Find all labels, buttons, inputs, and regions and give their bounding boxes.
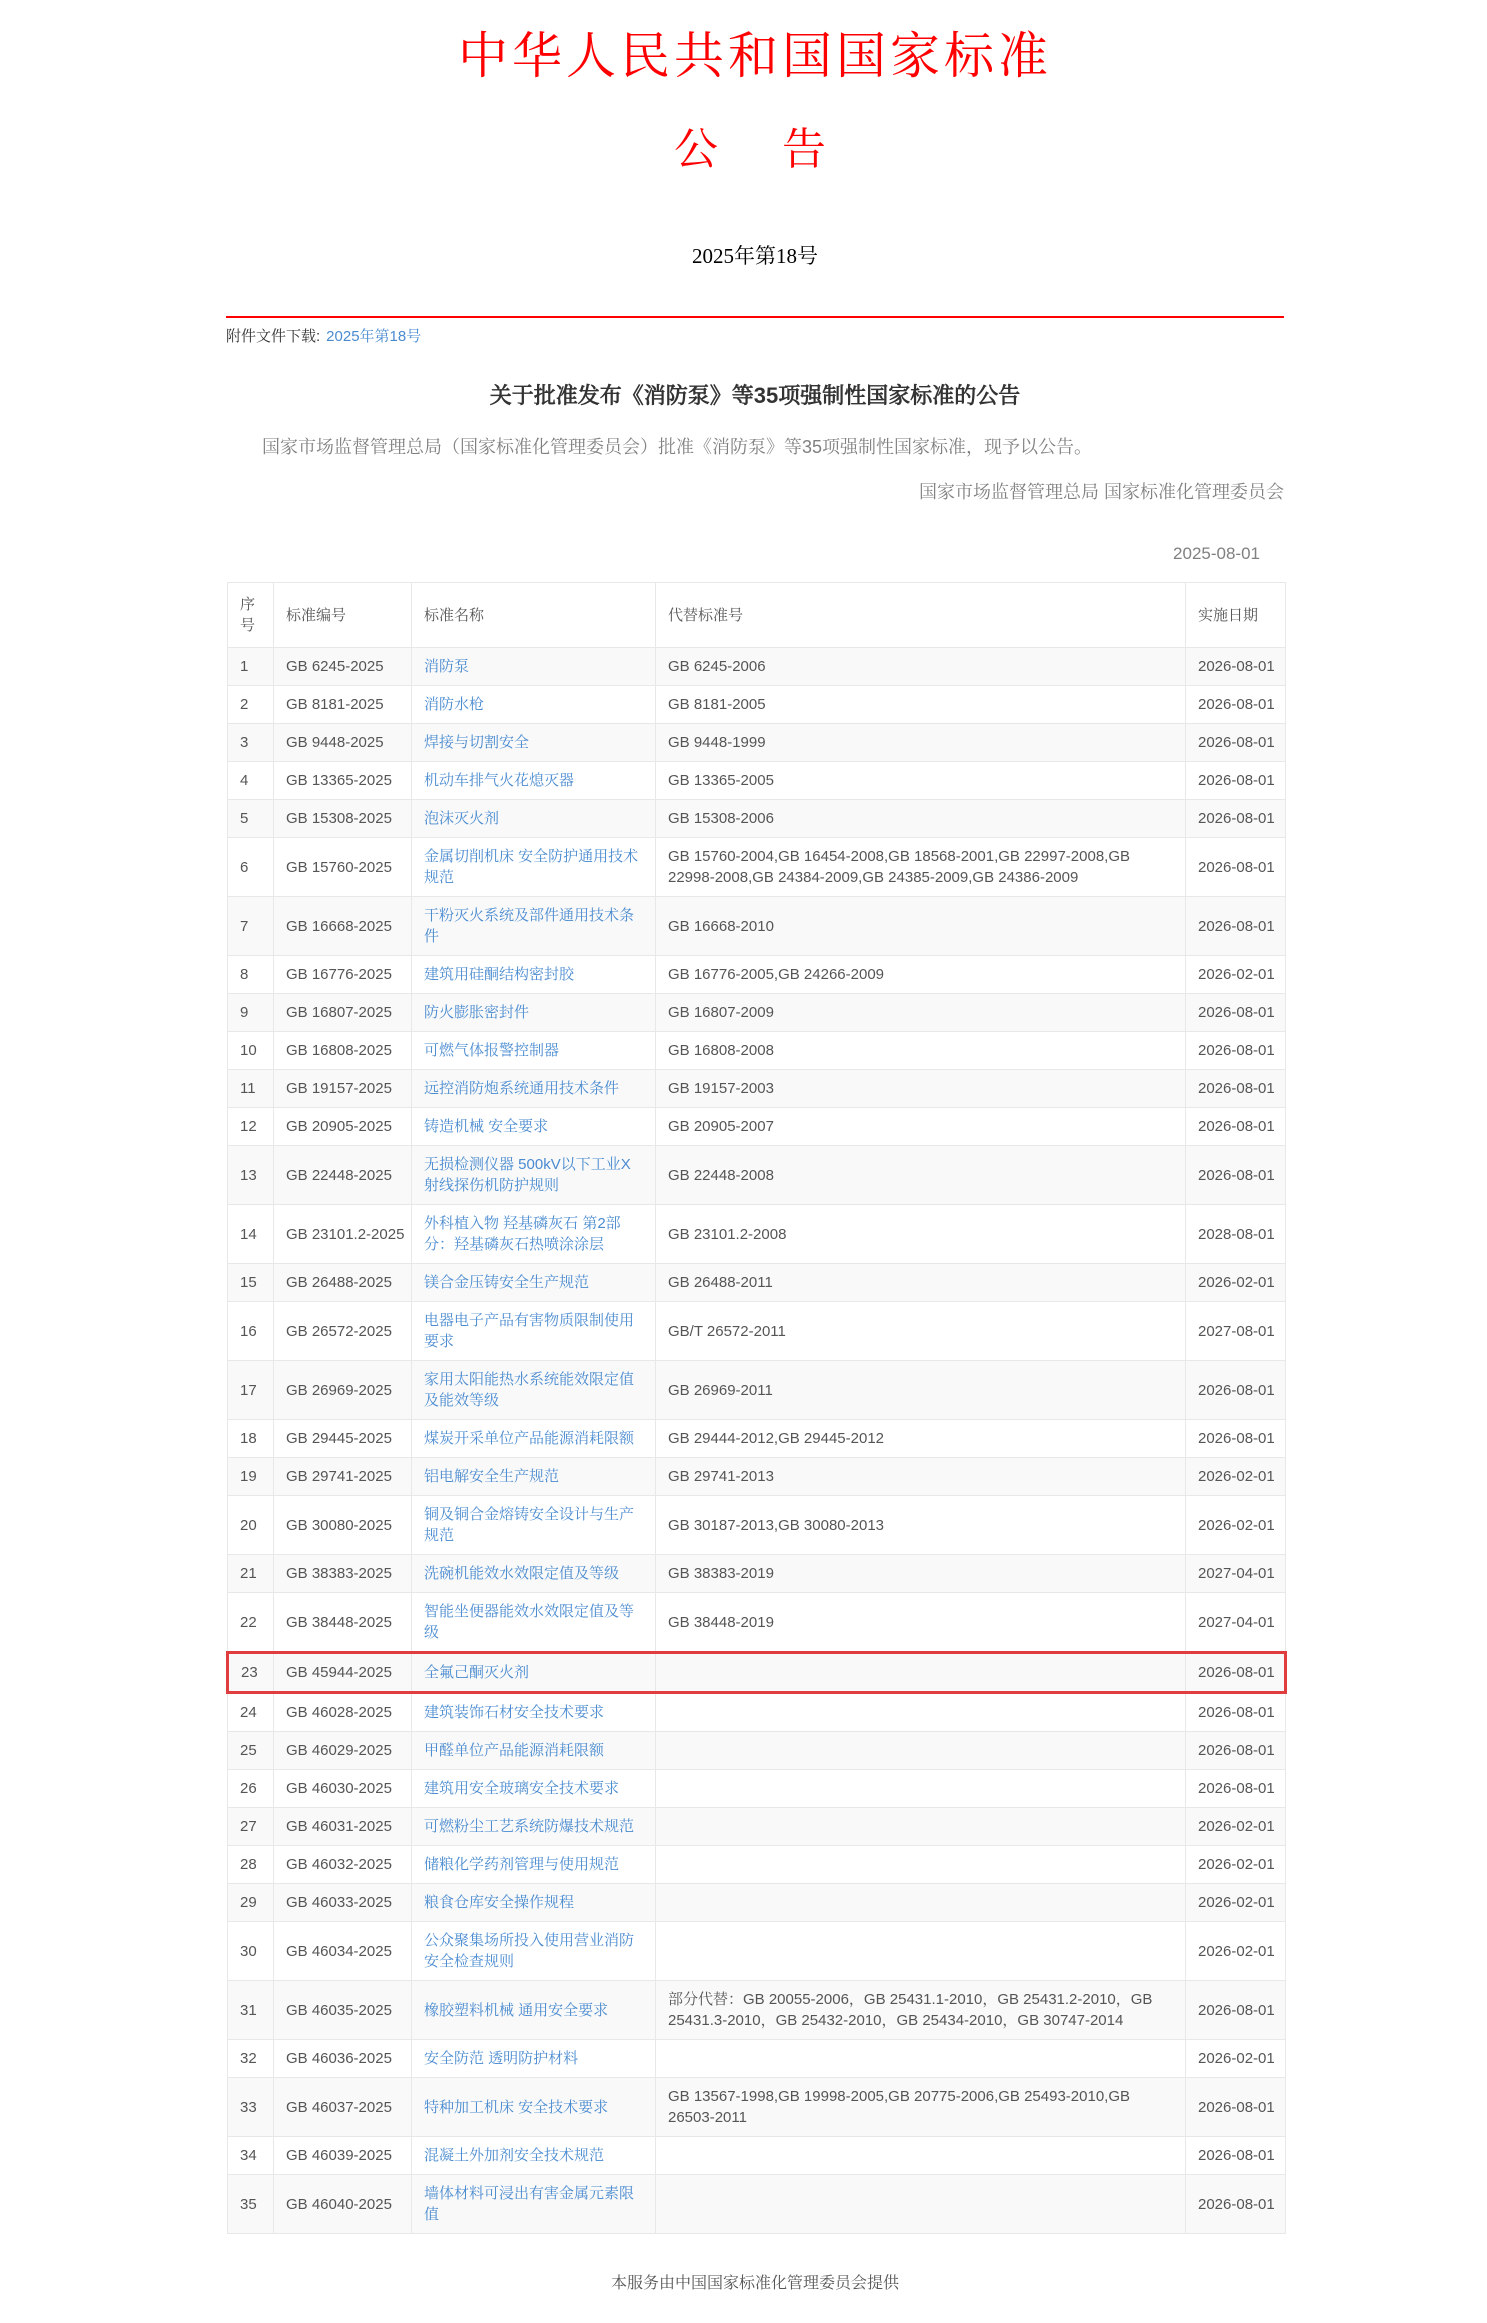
implementation-date-cell: 2026-08-01 <box>1186 1732 1286 1770</box>
implementation-date-cell: 2026-08-01 <box>1186 1770 1286 1808</box>
standard-code-cell: GB 16808-2025 <box>274 1032 412 1070</box>
table-row <box>228 1593 1286 1653</box>
standard-name-cell <box>412 1653 656 1693</box>
standard-name-cell <box>412 1732 656 1770</box>
standards-table <box>226 582 1287 2234</box>
table-row <box>228 2078 1286 2137</box>
table-row <box>228 1420 1286 1458</box>
replaced-standards-cell: GB 9448-1999 <box>656 724 1186 762</box>
replaced-standards-cell: GB 15760-2004,GB 16454-2008,GB 18568-2001,GB 22997-2008,GB 22998-2008,GB 24384-2009,GB 24385-2009,GB 24386-2009 <box>656 838 1186 897</box>
standard-code-cell: GB 20905-2025 <box>274 1108 412 1146</box>
standard-name-link[interactable]: 墙体材料可浸出有害金属元素限值 <box>424 2185 635 2224</box>
row-index-cell: 21 <box>228 1555 274 1593</box>
standard-name-cell <box>412 2175 656 2234</box>
implementation-date-cell: 2026-08-01 <box>1186 2175 1286 2234</box>
implementation-date-cell: 2026-08-01 <box>1186 2078 1286 2137</box>
standard-name-link[interactable]: 粮食仓库安全操作规程 <box>424 1894 575 1912</box>
header-standard-code: 标准编号 <box>274 583 412 648</box>
row-index-cell: 5 <box>228 800 274 838</box>
implementation-date-cell: 2026-08-01 <box>1186 1420 1286 1458</box>
standard-name-link[interactable]: 机动车排气火花熄灭器 <box>424 772 575 790</box>
replaced-standards-cell: GB 22448-2008 <box>656 1146 1186 1205</box>
row-index-cell: 6 <box>228 838 274 897</box>
table-row <box>228 1496 1286 1555</box>
row-index-cell: 16 <box>228 1302 274 1361</box>
standard-code-cell: GB 29741-2025 <box>274 1458 412 1496</box>
header-implementation-date: 实施日期 <box>1186 583 1286 648</box>
standard-code-cell: GB 26488-2025 <box>274 1264 412 1302</box>
row-index-cell: 29 <box>228 1884 274 1922</box>
standard-name-link[interactable]: 建筑装饰石材安全技术要求 <box>424 1704 605 1722</box>
standard-name-cell <box>412 838 656 897</box>
standard-code-cell: GB 16807-2025 <box>274 994 412 1032</box>
table-row <box>228 994 1286 1032</box>
standard-name-link[interactable]: 无损检测仪器 500kV以下工业X射线探伤机防护规则 <box>424 1156 631 1195</box>
standard-code-cell: GB 13365-2025 <box>274 762 412 800</box>
standard-code-cell: GB 46032-2025 <box>274 1846 412 1884</box>
implementation-date-cell: 2026-08-01 <box>1186 994 1286 1032</box>
standard-code-cell: GB 46034-2025 <box>274 1922 412 1981</box>
implementation-date-cell: 2026-08-01 <box>1186 2137 1286 2175</box>
implementation-date-cell: 2026-08-01 <box>1186 648 1286 686</box>
row-index-cell: 10 <box>228 1032 274 1070</box>
replaced-standards-cell <box>656 1922 1186 1981</box>
implementation-date-cell: 2026-08-01 <box>1186 897 1286 956</box>
replaced-standards-cell: GB 8181-2005 <box>656 686 1186 724</box>
table-row <box>228 1302 1286 1361</box>
row-index-cell: 15 <box>228 1264 274 1302</box>
standard-name-cell <box>412 1146 656 1205</box>
table-row <box>228 1732 1286 1770</box>
table-row <box>228 1770 1286 1808</box>
standard-name-link[interactable]: 铜及铜合金熔铸安全设计与生产规范 <box>424 1506 635 1545</box>
attachment-download-link[interactable]: 2025年第18号 <box>326 328 422 346</box>
table-row <box>228 762 1286 800</box>
row-index-cell: 8 <box>228 956 274 994</box>
standard-name-cell <box>412 1205 656 1264</box>
replaced-standards-cell: GB 23101.2-2008 <box>656 1205 1186 1264</box>
standard-name-cell <box>412 648 656 686</box>
table-row <box>228 1808 1286 1846</box>
table-row <box>228 1146 1286 1205</box>
standard-name-cell <box>412 1593 656 1653</box>
table-row <box>228 2175 1286 2234</box>
implementation-date-cell: 2026-08-01 <box>1186 800 1286 838</box>
standard-code-cell: GB 26572-2025 <box>274 1302 412 1361</box>
standard-name-link[interactable]: 安全防范 透明防护材料 <box>424 2050 579 2068</box>
table-row <box>228 1555 1286 1593</box>
table-row <box>228 1205 1286 1264</box>
implementation-date-cell: 2026-08-01 <box>1186 1693 1286 1732</box>
standard-code-cell: GB 38383-2025 <box>274 1555 412 1593</box>
notice-body: 国家市场监督管理总局（国家标准化管理委员会）批准《消防泵》等35项强制性国家标准，现予以公告。 <box>262 437 1093 458</box>
table-row <box>228 838 1286 897</box>
row-index-cell: 22 <box>228 1593 274 1653</box>
standard-name-cell <box>412 1420 656 1458</box>
standard-code-cell: GB 46037-2025 <box>274 2078 412 2137</box>
implementation-date-cell: 2026-08-01 <box>1186 1981 1286 2040</box>
table-row <box>228 1981 1286 2040</box>
row-index-cell: 25 <box>228 1732 274 1770</box>
replaced-standards-cell: GB 30187-2013,GB 30080-2013 <box>656 1496 1186 1555</box>
replaced-standards-cell <box>656 1884 1186 1922</box>
standard-code-cell: GB 46030-2025 <box>274 1770 412 1808</box>
table-row <box>228 1361 1286 1420</box>
standard-code-cell: GB 15308-2025 <box>274 800 412 838</box>
standard-code-cell: GB 26969-2025 <box>274 1361 412 1420</box>
standard-name-link[interactable]: 储粮化学药剂管理与使用规范 <box>424 1856 620 1874</box>
standard-code-cell: GB 46036-2025 <box>274 2040 412 2078</box>
standard-name-link[interactable]: 煤炭开采单位产品能源消耗限额 <box>424 1430 635 1448</box>
implementation-date-cell: 2026-08-01 <box>1186 1108 1286 1146</box>
implementation-date-cell: 2026-02-01 <box>1186 956 1286 994</box>
row-index-cell: 9 <box>228 994 274 1032</box>
row-index-cell: 3 <box>228 724 274 762</box>
header-standard-name: 标准名称 <box>412 583 656 648</box>
implementation-date-cell: 2026-08-01 <box>1186 762 1286 800</box>
standard-name-cell <box>412 1496 656 1555</box>
implementation-date-cell: 2026-08-01 <box>1186 1653 1286 1693</box>
replaced-standards-cell: GB 16808-2008 <box>656 1032 1186 1070</box>
standard-name-cell <box>412 1458 656 1496</box>
standard-name-cell <box>412 1884 656 1922</box>
row-index-cell: 11 <box>228 1070 274 1108</box>
standard-name-link[interactable]: 铝电解安全生产规范 <box>424 1468 560 1486</box>
row-index-cell: 30 <box>228 1922 274 1981</box>
replaced-standards-cell: GB/T 26572-2011 <box>656 1302 1186 1361</box>
table-row <box>228 1032 1286 1070</box>
table-row <box>228 1884 1286 1922</box>
row-index-cell: 12 <box>228 1108 274 1146</box>
row-index-cell: 7 <box>228 897 274 956</box>
footer-service-note: 本服务由中国国家标准化管理委员会提供 <box>610 2275 899 2293</box>
standard-name-link[interactable]: 泡沫灭火剂 <box>424 810 500 828</box>
replaced-standards-cell: GB 15308-2006 <box>656 800 1186 838</box>
table-row <box>228 800 1286 838</box>
row-index-cell: 33 <box>228 2078 274 2137</box>
table-row <box>228 1693 1286 1732</box>
table-row <box>228 1846 1286 1884</box>
table-row <box>228 686 1286 724</box>
standard-name-link[interactable]: 家用太阳能热水系统能效限定值及能效等级 <box>424 1371 635 1410</box>
replaced-standards-cell <box>656 1808 1186 1846</box>
implementation-date-cell: 2026-08-01 <box>1186 838 1286 897</box>
standard-name-cell <box>412 1361 656 1420</box>
replaced-standards-cell: GB 13567-1998,GB 19998-2005,GB 20775-2006,GB 25493-2010,GB 26503-2011 <box>656 2078 1186 2137</box>
table-row <box>228 1458 1286 1496</box>
row-index-cell: 20 <box>228 1496 274 1555</box>
notice-title: 关于批准发布《消防泵》等35项强制性国家标准的公告 <box>489 382 1021 408</box>
standard-name-cell <box>412 1846 656 1884</box>
standard-name-link[interactable]: 橡胶塑料机械 通用安全要求 <box>424 2001 609 2019</box>
standard-name-cell <box>412 1555 656 1593</box>
header-replaced-standards: 代替标准号 <box>656 583 1186 648</box>
standard-name-cell <box>412 2078 656 2137</box>
replaced-standards-cell <box>656 1693 1186 1732</box>
standard-name-cell <box>412 1808 656 1846</box>
standard-code-cell: GB 19157-2025 <box>274 1070 412 1108</box>
standard-code-cell: GB 38448-2025 <box>274 1593 412 1653</box>
replaced-standards-cell <box>656 2137 1186 2175</box>
table-row <box>228 1922 1286 1981</box>
replaced-standards-cell <box>656 1770 1186 1808</box>
standard-code-cell: GB 46031-2025 <box>274 1808 412 1846</box>
standard-name-link[interactable]: 金属切削机床 安全防护通用技术规范 <box>424 848 639 887</box>
table-row <box>228 1108 1286 1146</box>
standard-code-cell: GB 46039-2025 <box>274 2137 412 2175</box>
standard-name-link[interactable]: 建筑用安全玻璃安全技术要求 <box>424 1780 620 1798</box>
implementation-date-cell: 2026-08-01 <box>1186 1146 1286 1205</box>
replaced-standards-cell: GB 38383-2019 <box>656 1555 1186 1593</box>
attachment-label: 附件文件下载: <box>226 328 321 346</box>
standard-name-cell <box>412 800 656 838</box>
replaced-standards-cell <box>656 1653 1186 1693</box>
table-row <box>228 1070 1286 1108</box>
implementation-date-cell: 2026-02-01 <box>1186 2040 1286 2078</box>
replaced-standards-cell: GB 13365-2005 <box>656 762 1186 800</box>
standard-name-cell <box>412 1032 656 1070</box>
standard-name-link[interactable]: 镁合金压铸安全生产规范 <box>424 1274 590 1292</box>
table-row <box>228 1653 1286 1693</box>
table-row <box>228 1264 1286 1302</box>
replaced-standards-cell <box>656 2175 1186 2234</box>
implementation-date-cell: 2026-02-01 <box>1186 1264 1286 1302</box>
standard-code-cell: GB 6245-2025 <box>274 648 412 686</box>
replaced-standards-cell: GB 16668-2010 <box>656 897 1186 956</box>
header-index: 序号 <box>228 583 274 648</box>
implementation-date-cell: 2026-08-01 <box>1186 686 1286 724</box>
standard-name-link[interactable]: 电器电子产品有害物质限制使用要求 <box>424 1312 635 1351</box>
standard-name-cell <box>412 994 656 1032</box>
issuer-line: 国家市场监督管理总局 国家标准化管理委员会 <box>919 482 1284 503</box>
row-index-cell: 35 <box>228 2175 274 2234</box>
implementation-date-cell: 2026-08-01 <box>1186 1032 1286 1070</box>
standard-name-cell <box>412 956 656 994</box>
standard-code-cell: GB 22448-2025 <box>274 1146 412 1205</box>
standard-code-cell: GB 45944-2025 <box>274 1653 412 1693</box>
row-index-cell: 23 <box>228 1653 274 1693</box>
standard-code-cell: GB 16776-2025 <box>274 956 412 994</box>
row-index-cell: 34 <box>228 2137 274 2175</box>
standard-name-link[interactable]: 洗碗机能效水效限定值及等级 <box>424 1565 620 1583</box>
standard-name-cell <box>412 1981 656 2040</box>
standard-name-cell <box>412 2137 656 2175</box>
standard-code-cell: GB 46028-2025 <box>274 1693 412 1732</box>
row-index-cell: 26 <box>228 1770 274 1808</box>
standard-code-cell: GB 23101.2-2025 <box>274 1205 412 1264</box>
attachment-row <box>226 318 1284 349</box>
standard-name-cell <box>412 724 656 762</box>
row-index-cell: 32 <box>228 2040 274 2078</box>
standard-code-cell: GB 15760-2025 <box>274 838 412 897</box>
standard-name-link[interactable]: 全氟己酮灭火剂 <box>424 1664 530 1682</box>
row-index-cell: 2 <box>228 686 274 724</box>
standard-code-cell: GB 8181-2025 <box>274 686 412 724</box>
standard-name-link[interactable]: 可燃粉尘工艺系统防爆技术规范 <box>424 1818 635 1836</box>
replaced-standards-cell <box>656 1732 1186 1770</box>
standard-name-link[interactable]: 混凝土外加剂安全技术规范 <box>424 2147 605 2165</box>
table-row <box>228 956 1286 994</box>
issue-date: 2025-08-01 <box>1173 543 1260 563</box>
implementation-date-cell: 2026-08-01 <box>1186 724 1286 762</box>
standard-name-cell <box>412 1922 656 1981</box>
standard-name-link[interactable]: 外科植入物 羟基磷灰石 第2部分：羟基磷灰石热喷涂涂层 <box>424 1215 621 1254</box>
standard-name-link[interactable]: 铸造机械 安全要求 <box>424 1118 549 1136</box>
row-index-cell: 31 <box>228 1981 274 2040</box>
table-row <box>228 897 1286 956</box>
implementation-date-cell: 2027-04-01 <box>1186 1555 1286 1593</box>
standard-name-link[interactable]: 防火膨胀密封件 <box>424 1004 530 1022</box>
replaced-standards-cell: 部分代替：GB 20055-2006，GB 25431.1-2010，GB 25431.2-2010，GB 25431.3-2010，GB 25432-2010，GB 25434-2010，GB 30747-2014 <box>656 1981 1186 2040</box>
standard-name-cell <box>412 897 656 956</box>
standard-name-cell <box>412 686 656 724</box>
implementation-date-cell: 2027-04-01 <box>1186 1593 1286 1653</box>
implementation-date-cell: 2028-08-01 <box>1186 1205 1286 1264</box>
row-index-cell: 27 <box>228 1808 274 1846</box>
standard-name-cell <box>412 1302 656 1361</box>
table-row <box>228 648 1286 686</box>
replaced-standards-cell: GB 16776-2005,GB 24266-2009 <box>656 956 1186 994</box>
row-index-cell: 14 <box>228 1205 274 1264</box>
standard-name-link[interactable]: 公众聚集场所投入使用营业消防安全检查规则 <box>424 1932 635 1971</box>
replaced-standards-cell: GB 29741-2013 <box>656 1458 1186 1496</box>
replaced-standards-cell: GB 16807-2009 <box>656 994 1186 1032</box>
row-index-cell: 24 <box>228 1693 274 1732</box>
row-index-cell: 1 <box>228 648 274 686</box>
replaced-standards-cell: GB 26969-2011 <box>656 1361 1186 1420</box>
standard-name-link[interactable]: 智能坐便器能效水效限定值及等级 <box>424 1603 635 1642</box>
standard-name-cell <box>412 1108 656 1146</box>
standard-name-cell <box>412 1770 656 1808</box>
table-row <box>228 724 1286 762</box>
replaced-standards-cell: GB 20905-2007 <box>656 1108 1186 1146</box>
standard-name-cell <box>412 1070 656 1108</box>
standard-name-link[interactable]: 甲醛单位产品能源消耗限额 <box>424 1742 605 1760</box>
page-subtitle: 公 告 <box>674 125 836 174</box>
replaced-standards-cell: GB 26488-2011 <box>656 1264 1186 1302</box>
implementation-date-cell: 2026-08-01 <box>1186 1070 1286 1108</box>
replaced-standards-cell <box>656 2040 1186 2078</box>
standard-code-cell: GB 9448-2025 <box>274 724 412 762</box>
table-row <box>228 2137 1286 2175</box>
table-header-row <box>228 583 1286 648</box>
replaced-standards-cell: GB 6245-2006 <box>656 648 1186 686</box>
replaced-standards-cell: GB 19157-2003 <box>656 1070 1186 1108</box>
standard-code-cell: GB 46040-2025 <box>274 2175 412 2234</box>
standard-name-link[interactable]: 远控消防炮系统通用技术条件 <box>424 1080 620 1098</box>
standard-name-cell <box>412 1264 656 1302</box>
replaced-standards-cell: GB 29444-2012,GB 29445-2012 <box>656 1420 1186 1458</box>
standard-code-cell: GB 46035-2025 <box>274 1981 412 2040</box>
standard-code-cell: GB 16668-2025 <box>274 897 412 956</box>
replaced-standards-cell <box>656 1846 1186 1884</box>
standard-name-cell <box>412 1693 656 1732</box>
implementation-date-cell: 2026-02-01 <box>1186 1846 1286 1884</box>
standard-code-cell: GB 46029-2025 <box>274 1732 412 1770</box>
implementation-date-cell: 2026-02-01 <box>1186 1884 1286 1922</box>
table-row <box>228 2040 1286 2078</box>
row-index-cell: 13 <box>228 1146 274 1205</box>
standard-name-link[interactable]: 干粉灭火系统及部件通用技术条件 <box>424 907 635 946</box>
standard-name-cell <box>412 762 656 800</box>
page-title: 中华人民共和国国家标准 <box>458 28 1052 84</box>
implementation-date-cell: 2026-02-01 <box>1186 1808 1286 1846</box>
standard-name-link[interactable]: 特种加工机床 安全技术要求 <box>424 2098 609 2116</box>
row-index-cell: 19 <box>228 1458 274 1496</box>
implementation-date-cell: 2026-02-01 <box>1186 1458 1286 1496</box>
standard-name-link[interactable]: 可燃气体报警控制器 <box>424 1042 560 1060</box>
row-index-cell: 17 <box>228 1361 274 1420</box>
standard-name-cell <box>412 2040 656 2078</box>
row-index-cell: 4 <box>228 762 274 800</box>
row-index-cell: 28 <box>228 1846 274 1884</box>
implementation-date-cell: 2027-08-01 <box>1186 1302 1286 1361</box>
standard-name-link[interactable]: 建筑用硅酮结构密封胶 <box>424 966 575 984</box>
standard-code-cell: GB 46033-2025 <box>274 1884 412 1922</box>
standard-name-link[interactable]: 消防水枪 <box>424 696 485 714</box>
standard-name-link[interactable]: 消防泵 <box>424 658 470 676</box>
standard-code-cell: GB 30080-2025 <box>274 1496 412 1555</box>
standard-name-link[interactable]: 焊接与切割安全 <box>424 734 530 752</box>
replaced-standards-cell: GB 38448-2019 <box>656 1593 1186 1653</box>
implementation-date-cell: 2026-08-01 <box>1186 1361 1286 1420</box>
implementation-date-cell: 2026-02-01 <box>1186 1922 1286 1981</box>
issue-number: 2025年第18号 <box>692 243 818 268</box>
implementation-date-cell: 2026-02-01 <box>1186 1496 1286 1555</box>
standard-code-cell: GB 29445-2025 <box>274 1420 412 1458</box>
row-index-cell: 18 <box>228 1420 274 1458</box>
